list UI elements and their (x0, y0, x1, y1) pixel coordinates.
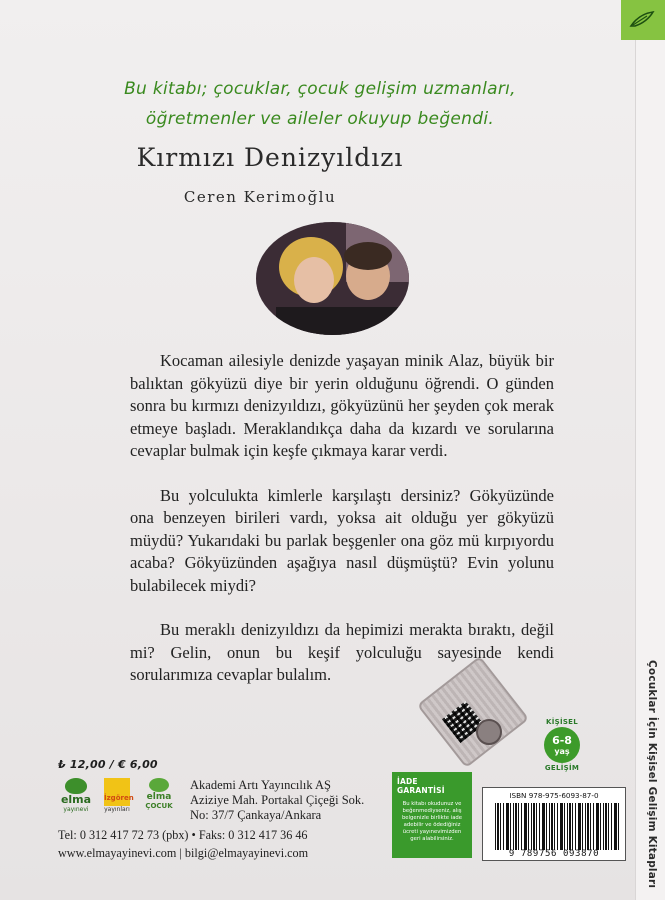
barcode-bars (495, 803, 619, 850)
apple-icon (65, 778, 87, 794)
publisher-address-line-1: Aziziye Mah. Portakal Çiçeği Sok. (190, 793, 365, 807)
age-badge-bottom: GELİŞİM (544, 764, 580, 772)
apple-icon (149, 778, 169, 792)
endorsement-text (70, 74, 570, 134)
barcode-digits: 9 789756 093870 (508, 849, 600, 859)
age-badge (538, 718, 586, 772)
barcode (482, 787, 626, 861)
izgoren-logo (102, 778, 132, 813)
description-paragraph-3: Bu meraklı denizyıldızı da hepimizi merakta bıraktı, değil mi? Gelin, onun bu keşif yolculuğu sayesinde kendi sorularımıza cevaplar bulalım. (130, 620, 554, 684)
description (130, 350, 554, 709)
leaf-icon (629, 8, 655, 30)
return-guarantee-box (392, 772, 472, 858)
age-range: 6-8 (552, 733, 572, 747)
elma-logo-sub: yayınevi (63, 806, 89, 813)
cocuk-logo-sub: ÇOCUK (145, 802, 173, 810)
seal-icon (476, 719, 502, 745)
izgoren-logo-name: İzgören (104, 794, 134, 802)
age-badge-circle (544, 727, 580, 763)
elma-cocuk-logo (140, 778, 178, 810)
contact-phones: Tel: 0 312 417 72 73 (pbx) • Faks: 0 312 417 36 46 (58, 828, 308, 842)
contact-info (58, 826, 388, 862)
endorsement-line-1: Bu kitabı; çocuklar, çocuk gelişim uzmanları, (124, 79, 516, 99)
age-badge-top: KİŞİSEL (545, 718, 579, 726)
elma-yayinevi-logo (58, 778, 94, 813)
izgoren-mark (104, 778, 134, 806)
publisher-logos (58, 778, 180, 822)
contact-web-email: www.elmayayinevi.com | bilgi@elmayayinevi.com (58, 846, 309, 860)
book-title: Kırmızı Denizyıldızı (136, 143, 404, 172)
izgoren-logo-sub: yayınları (104, 806, 130, 813)
corner-logo (621, 0, 665, 40)
author-photo (256, 222, 409, 335)
spine-series-title: Çocuklar İçin Kişisel Gelişim Kitapları (646, 660, 658, 889)
publisher-name: Akademi Artı Yayıncılık AŞ (190, 778, 331, 792)
guarantee-body: Bu kitabı okudunuz ve beğenmediyseniz, alış belgenizle birlikte iade adebilir ve ödediğiniz ücreti yayınevimizden geri alabilirsiniz. (401, 801, 463, 842)
description-paragraph-1: Kocaman ailesiyle denizde yaşayan minik Alaz, büyük bir balıktan gökyüzü diye bir yerin olduğunu öğrendi. O günden sonra bu kırmızı denizyıldızı, gökyüzünü her şeyden çok merak etmeye başladı. Meraklandıkça daha da kızardı ve sorularına cevaplar bulmak için keşfe çıkmaya karar verdi. (130, 351, 554, 460)
price-label: ₺ 12,00 / € 6,00 (58, 758, 158, 771)
elma-logo-name: elma (60, 793, 92, 806)
endorsement-line-2: öğretmenler ve aileler okuyup beğendi. (145, 109, 495, 129)
age-unit: yaş (554, 746, 570, 756)
author-name: Ceren Kerimoğlu (183, 188, 337, 206)
cocuk-logo-name: elma (146, 792, 172, 802)
isbn-label: ISBN 978-975-6093-87-0 (509, 791, 599, 800)
guarantee-title: İADE GARANTİSİ (397, 777, 445, 795)
description-paragraph-2: Bu yolculukta kimlerle karşılaştı dersiniz? Gökyüzünde ona benzeyen birileri vardı, yoksa ait olduğu yer gökyüzü müydü? Yukarıdaki bu parlak beşgenler ona göz mü kırpıyordu acaba? Gökyüzünden aşağıya nasıl düşmüştü? Evin yolunu bulabilecek miydi? (130, 485, 554, 595)
publisher-address-line-2: No: 37/7 Çankaya/Ankara (190, 808, 322, 822)
publisher-address (190, 778, 390, 823)
